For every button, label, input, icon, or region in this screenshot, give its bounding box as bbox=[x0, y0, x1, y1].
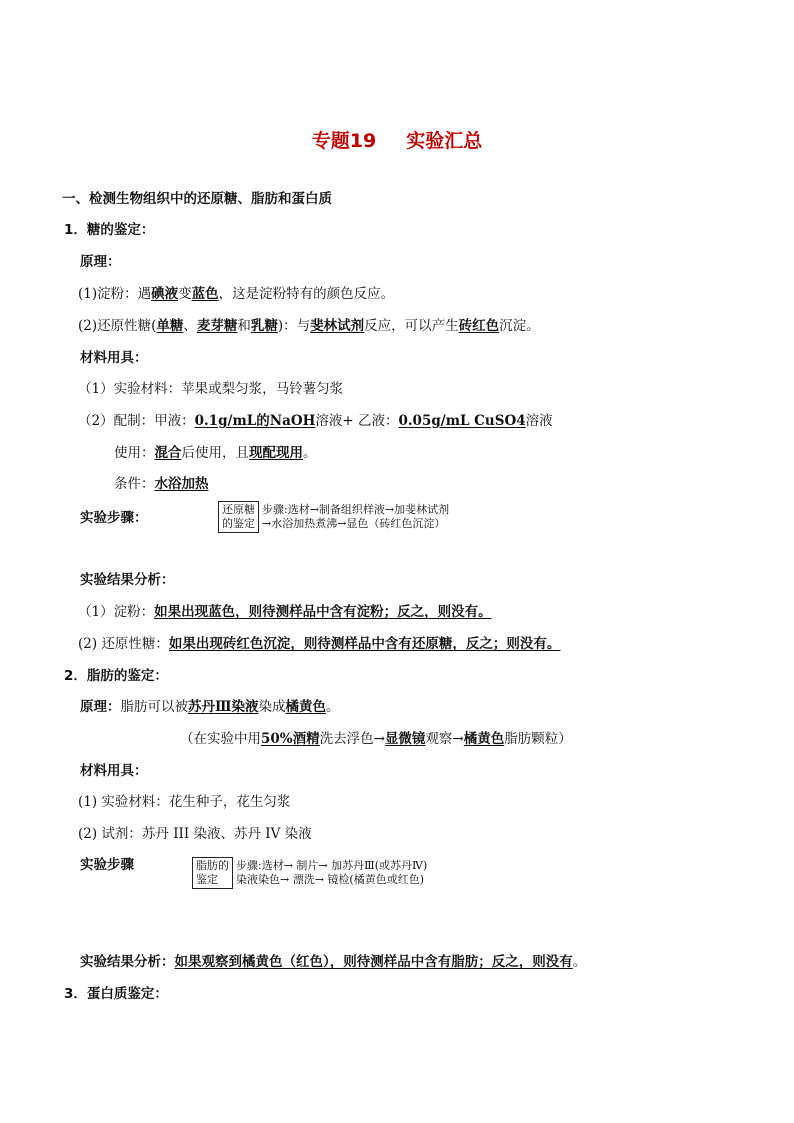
sugar-flow-steps: 步骤:选材→制备组织样液→加斐林试剂 →水浴加热煮沸→显色（砖红色沉淀） bbox=[262, 503, 450, 530]
page-title bbox=[0, 126, 794, 153]
sugar-flow-box: 还原糖 的鉴定 bbox=[218, 501, 259, 533]
reagent-usage: 使用：混合后使用，且现配现用。 bbox=[114, 445, 317, 461]
fat-materials-label: 材料用具： bbox=[80, 763, 148, 779]
section-heading: 一、检测生物组织中的还原糖、脂肪和蛋白质 bbox=[62, 191, 332, 207]
sugar-flow-diagram bbox=[218, 501, 449, 533]
reducing-sugar-principle: (2)还原性糖(单糖、麦芽糖和乳糖)：与斐林试剂反应，可以产生砖红色沉淀。 bbox=[78, 318, 540, 334]
fat-note: （在实验中用50%酒精洗去浮色→显微镜观察→橘黄色脂肪颗粒） bbox=[180, 731, 572, 747]
fat-material-2: (2) 试剂：苏丹 III 染液、苏丹 IV 染液 bbox=[78, 826, 312, 842]
starch-result: （1）淀粉：如果出现蓝色，则待测样品中含有淀粉；反之，则没有。 bbox=[78, 604, 492, 620]
protein-heading: 3．蛋白质鉴定： bbox=[64, 986, 168, 1002]
fat-material-1: (1) 实验材料：花生种子，花生匀浆 bbox=[78, 794, 291, 810]
starch-principle: (1)淀粉：遇碘液变蓝色，这是淀粉特有的颜色反应。 bbox=[78, 286, 395, 302]
fat-steps-label: 实验步骤 bbox=[80, 857, 134, 873]
fat-principle: 原理：脂肪可以被苏丹Ⅲ染液染成橘黄色。 bbox=[80, 699, 340, 715]
fat-flow-diagram bbox=[192, 857, 427, 889]
sugar-heading: 1．糖的鉴定： bbox=[64, 222, 155, 238]
reagent-preparation: （2）配制：甲液：0.1g/mL的NaOH溶液+ 乙液：0.05g/mL CuSO4溶液 bbox=[78, 413, 553, 429]
fat-result: 实验结果分析：如果观察到橘黄色（红色），则待测样品中含有脂肪；反之，则没有。 bbox=[80, 954, 587, 970]
sugar-principle-label: 原理： bbox=[80, 254, 121, 270]
sugar-result-label: 实验结果分析： bbox=[80, 572, 175, 588]
reaction-condition: 条件：水浴加热 bbox=[114, 476, 209, 492]
reducing-sugar-result: (2) 还原性糖：如果出现砖红色沉淀，则待测样品中含有还原糖，反之；则没有。 bbox=[78, 636, 561, 652]
fat-flow-steps: 步骤:选材→ 制片→ 加苏丹Ⅲ(或苏丹Ⅳ) 染液染色→ 漂洗→ 镜检(橘黄色或红色) bbox=[236, 859, 428, 886]
sugar-material-1: （1）实验材料：苹果或梨匀浆，马铃薯匀浆 bbox=[78, 381, 344, 397]
title-name: 实验汇总 bbox=[406, 130, 483, 152]
sugar-steps-label: 实验步骤： bbox=[80, 510, 148, 526]
title-prefix: 专题19 bbox=[311, 130, 377, 152]
sugar-materials-label: 材料用具： bbox=[80, 350, 148, 366]
fat-heading: 2．脂肪的鉴定： bbox=[64, 668, 168, 684]
fat-flow-box: 脂肪的 鉴定 bbox=[192, 857, 233, 889]
